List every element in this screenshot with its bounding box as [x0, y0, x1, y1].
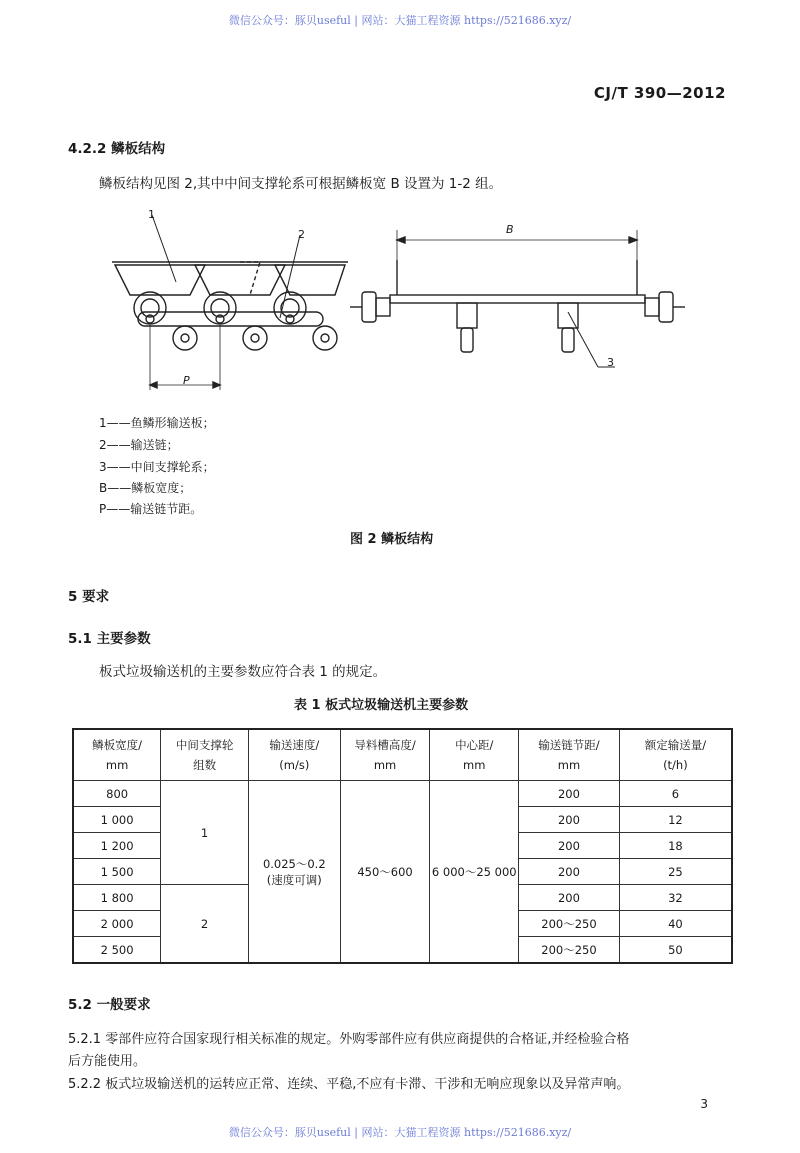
cell-width: 2 000	[73, 911, 161, 937]
cell-groups: 1	[161, 781, 249, 885]
header-trough-height: 导料槽高度/ mm	[340, 729, 430, 781]
cell-pitch: 200～250	[519, 911, 620, 937]
dimension-P-label: P	[183, 374, 190, 387]
legend-item: P——输送链节距。	[99, 502, 203, 516]
cell-pitch: 200	[519, 833, 620, 859]
cell-pitch: 200	[519, 807, 620, 833]
section-5-1-body: 板式垃圾输送机的主要参数应符合表 1 的规定。	[99, 664, 387, 680]
cell-width: 800	[73, 781, 161, 807]
cell-width: 2 500	[73, 937, 161, 964]
cell-groups: 2	[161, 885, 249, 964]
front-view-drawing	[350, 230, 685, 367]
header-speed: 输送速度/ (m/s)	[248, 729, 340, 781]
section-4-2-2-body: 鳞板结构见图 2,其中中间支撑轮系可根据鳞板宽 B 设置为 1-2 组。	[99, 176, 503, 192]
table-header-row	[73, 729, 732, 781]
standard-number: CJ/T 390—2012	[593, 84, 726, 102]
cell-pitch: 200	[519, 885, 620, 911]
figure-caption: 图 2 鳞板结构	[350, 532, 434, 547]
section-5-1-heading: 5.1 主要参数	[68, 631, 151, 647]
parameters-table	[72, 728, 733, 964]
callout-2: 2	[298, 228, 305, 241]
cell-capacity: 40	[619, 911, 732, 937]
side-view-drawing	[112, 215, 348, 390]
page-number: 3	[700, 1097, 708, 1111]
cell-pitch: 200	[519, 781, 620, 807]
section-5-heading: 5 要求	[68, 589, 110, 605]
legend-item: 2——输送链；	[99, 438, 179, 452]
legend-item: 3——中间支撑轮系；	[99, 460, 215, 474]
cell-speed: 0.025～0.2 (速度可调)	[248, 781, 340, 964]
cell-width: 1 500	[73, 859, 161, 885]
watermark-bottom: 微信公众号：豚贝useful | 网站：大猫工程资源 https://521686.xyz/	[228, 1126, 572, 1139]
cell-capacity: 12	[619, 807, 732, 833]
cell-center-distance: 6 000～25 000	[430, 781, 519, 964]
cell-trough-height: 450～600	[340, 781, 430, 964]
cell-width: 1 800	[73, 885, 161, 911]
header-width: 鳞板宽度/ mm	[73, 729, 161, 781]
cell-width: 1 000	[73, 807, 161, 833]
table-row	[73, 781, 732, 807]
watermark-top: 微信公众号：豚贝useful | 网站：大猫工程资源 https://521686.xyz/	[228, 14, 572, 27]
section-5-2-1-line2: 后方能使用。	[68, 1054, 147, 1069]
callout-3: 3	[607, 356, 614, 369]
header-pitch: 输送链节距/ mm	[519, 729, 620, 781]
section-5-2-1-line1: 5.2.1 零部件应符合国家现行相关标准的规定。外购零部件应有供应商提供的合格证,并经检验合格	[68, 1032, 630, 1047]
section-4-2-2-heading: 4.2.2 鳞板结构	[68, 141, 166, 157]
legend-item: 1——鱼鳞形输送板；	[99, 416, 215, 430]
cell-capacity: 6	[619, 781, 732, 807]
header-capacity: 额定输送量/ (t/h)	[619, 729, 732, 781]
cell-capacity: 25	[619, 859, 732, 885]
callout-1: 1	[148, 208, 155, 221]
header-groups: 中间支撑轮 组数	[161, 729, 249, 781]
table-1-title: 表 1 板式垃圾输送机主要参数	[294, 698, 469, 713]
cell-capacity: 50	[619, 937, 732, 964]
header-center-distance: 中心距/ mm	[430, 729, 519, 781]
cell-pitch: 200	[519, 859, 620, 885]
section-5-2-heading: 5.2 一般要求	[68, 997, 151, 1013]
cell-width: 1 200	[73, 833, 161, 859]
legend-item: B——鳞板宽度；	[99, 481, 192, 495]
cell-pitch: 200～250	[519, 937, 620, 964]
dimension-B-label: B	[506, 223, 514, 236]
section-5-2-2: 5.2.2 板式垃圾输送机的运转应正常、连续、平稳,不应有卡滞、干涉和无响应现象以及异常声响。	[68, 1077, 630, 1092]
cell-capacity: 18	[619, 833, 732, 859]
cell-capacity: 32	[619, 885, 732, 911]
figure-2-drawing	[100, 200, 700, 410]
